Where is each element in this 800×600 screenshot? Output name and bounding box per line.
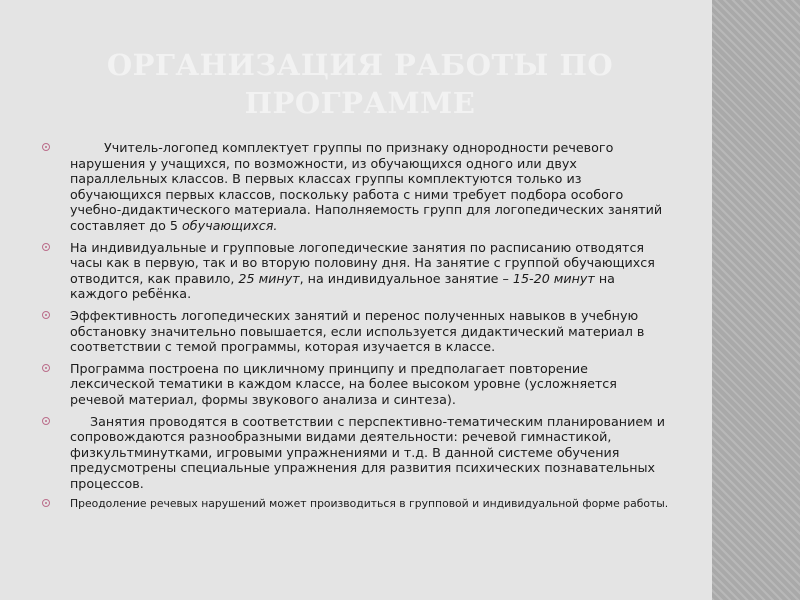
- list-item: [42, 361, 672, 408]
- circle-bullet-icon: [42, 311, 50, 319]
- slide-content: [42, 140, 672, 511]
- item-text: на каждого ребёнка.: [70, 270, 615, 302]
- item-emphasis: 25 минут: [238, 270, 300, 286]
- item-text: Занятия проводятся в соответствии с перспективно-тематическим планированием и сопровождаются разнообразными видами деятельности: речевой гимнастикой, физкультминутками, игровыми упражнениями и т.д. В данной системе обучения предусмотрены специальные упражнения для развития психических познавательных процессов.: [70, 413, 665, 491]
- item-emphasis: 15-20 минут: [512, 270, 595, 286]
- item-text: Преодоление речевых нарушений может производиться в групповой и индивидуальной форме работы.: [70, 497, 669, 511]
- item-text: , на индивидуальное занятие –: [299, 270, 513, 286]
- circle-bullet-icon: [42, 243, 50, 251]
- circle-bullet-icon: [42, 499, 50, 507]
- item-text: Программа построена по цикличному принципу и предполагает повторение лексической тематики в каждом классе, на более высоком уровне (усложняется речевой материал, формы звукового анализа и синтеза).: [70, 360, 617, 407]
- circle-bullet-icon: [42, 143, 50, 151]
- item-text: Эффективность логопедических занятий и перенос полученных навыков в учебную обстановку значительно повышается, если используется дидактический материал в соответствии с темой программы, которая изучается в классе.: [70, 307, 645, 355]
- list-item: [42, 140, 672, 234]
- item-text: На индивидуальные и групповые логопедические занятия по расписанию отводятся часы как в первую, так и во вторую половину дня. На занятие с группой обучающихся отводится, как правило,: [70, 239, 655, 286]
- list-item: [42, 308, 672, 355]
- item-text: Учитель-логопед комплектует группы по признаку однородности речевого нарушения у учащихся, по возможности, из обучающихся одного или двух параллельных классов. В первых классах группы комплектуются только из обучающихся первых классов, поскольку работа с ними требует подбора особого учебно-дидактического материала. Наполняемость групп для логопедических занятий составляет до 5: [70, 140, 663, 233]
- list-item: [42, 497, 672, 511]
- slide-title: ОРГАНИЗАЦИЯ РАБОТЫ ПО ПРОГРАММЕ: [106, 48, 614, 120]
- list-item: [42, 414, 672, 492]
- circle-bullet-icon: [42, 417, 50, 425]
- decorative-side-band: [712, 0, 800, 600]
- circle-bullet-icon: [42, 364, 50, 372]
- list-item: [42, 240, 672, 302]
- item-emphasis: обучающихся.: [182, 217, 278, 233]
